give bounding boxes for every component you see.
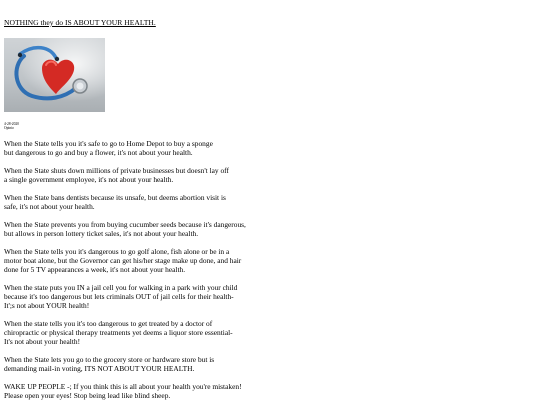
article [4,12,536,400]
paragraph: When the state puts you IN a jail cell you for walking in a park with your child because it's too dangerous but lets criminals OUT of jail cells for their health- It';s not about YOUR health! [4,282,238,310]
paragraph: When the State tells you it's safe to go to Home Depot to buy a sponge but dangerous to go and buy a flower, it's not about your health. [4,138,213,157]
article-date: 4-28-2020 [4,122,19,126]
paragraph: When the State tells you it's dangerous to go golf alone, fish alone or be in a motor boat alone, but the Governor can get his/her stage make up done, and hair done for 5 TV appearances a week, it's not about your health. [4,246,242,274]
paragraph: When the State prevents you from buying cucumber seeds because it's dangerous, but allows in person lottery ticket sales, it's not about your health. [4,219,246,238]
heart-with-stethoscope-image [4,38,105,112]
paragraph: When the State shuts down millions of private businesses but doesn't lay off a single government employee, it's not about your health. [4,165,229,184]
article-title-link[interactable]: NOTHING they do IS ABOUT YOUR HEALTH. [4,18,156,27]
paragraph: When the State lets you go to the grocery store or hardware store but is demanding mail-in voting, ITS NOT ABOUT YOUR HEALTH. [4,354,215,373]
paragraph: WAKE UP PEOPLE -; If you think this is all about your health you're mistaken! Please open your eyes! Stop being lead like blind sheep. [4,381,242,400]
article-meta [4,122,536,131]
paragraph: When the state tells you it's too dangerous to get treated by a doctor of chiropractic or physical therapy treatments yet deems a liquor store essential- It's not about your health! [4,318,233,346]
article-body [4,139,536,400]
heart-stethoscope-icon [4,38,105,112]
article-category: Opinio [4,126,14,131]
paragraph: When the State bans dentists because its unsafe, but deems abortion visit is safe, it's not about your health. [4,192,226,211]
